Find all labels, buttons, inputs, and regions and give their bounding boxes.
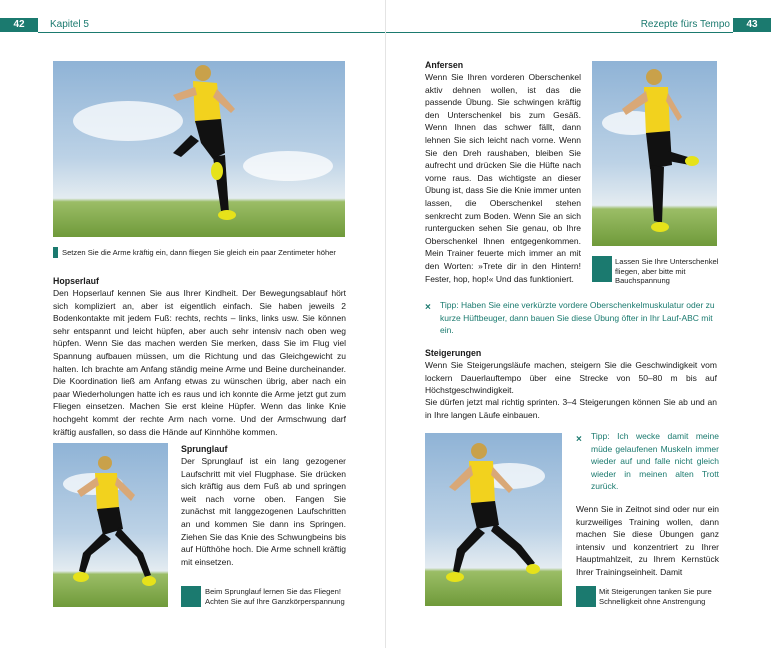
runner-figure: [53, 61, 345, 237]
runner-figure: [425, 433, 562, 606]
caption-marker-top-right: [592, 256, 612, 282]
caption-marker-top-left: [53, 247, 58, 258]
body-sprunglauf: Der Sprunglauf ist ein lang gezogener Laufschritt mit viel Flugphase. Sie drücken sich kräftig aus dem Fuß ab und springen weit nach vorne oben. Fangen Sie zunächst mit langgezogenen Laufschritten an und kommen Sie dann ins Springen. Ziehen Sie das Knie des Schwungbeins bis auf Hüfthöhe hoch. Die Arme schnell kräftig mit einsetzen.: [181, 456, 346, 567]
section-title: Rezepte fürs Tempo: [640, 19, 730, 30]
heading-anfersen: Anfersen: [425, 60, 464, 70]
chapter-title: Kapitel 5: [50, 19, 89, 30]
body-zeitnot: Wenn Sie in Zeitnot sind oder nur ein kurzweiliges Training wollen, dann machen Sie diese Übungen ganz intensiv und konzentriert zu Ihrer Hauptmahlzeit, zu Ihrem Kernstück Ihrer Trainingseinheit. Damit: [576, 504, 719, 577]
x-icon: ×: [425, 302, 431, 313]
page-number-right: 43: [733, 18, 771, 32]
tip-muskeln: Tipp: Ich wecke damit meine müde gelaufenen Muskeln immer wieder auf und falle nicht gleich wieder in meinen alten Trott zurück.: [591, 431, 719, 492]
caption-marker-bottom-left: [181, 586, 201, 607]
heading-hopserlauf: Hopserlauf: [53, 276, 99, 286]
heading-sprunglauf: Sprunglauf: [181, 444, 228, 454]
page-fold: [385, 0, 386, 648]
runner-figure: [592, 61, 717, 246]
caption-bottom-right: Mit Steigerungen tanken Sie pure Schnelligkeit ohne Anstrengung: [599, 587, 712, 606]
body-steigerungen-2: Sie dürfen jetzt mal richtig sprinten. 3–4 Steigerungen können Sie ab und an in Ihre langen Läufe einbauen.: [425, 397, 717, 420]
body-hopserlauf: Den Hopserlauf kennen Sie aus Ihrer Kindheit. Der Bewegungsablauf hört sich kompliziert an, aber ist eigentlich einfach. Sie haben jeweils 2 Bodenkontakte mit jedem Fuß: rechts, rechts – links, links usw. Sie können sehr entspannt und leicht hüpfen, aber auch sehr intensiv nach oben weg hüpfen. Wenn Sie das machen werden Sie merken, dass Sie im Flug viel Spannung aufbauen müssen, um die Richtung und das Gleichgewicht zu halten. Ich brachte am Anfang ständig meine Arme und Beine durcheinander. Die Koordination ließ am Anfang etwas zu wünschen übrig, aber nach ein paar Wiederholungen hatte ich es raus und ich konnte die Arme jetzt gut zum Fliegen einsetzen. Machen Sie erst kleine Hüpfer. Wenn das linke Knie hochgeht kommt der rechte Arm nach vorne. Und der Armschwung darf kräftig ausfallen, so dass die Hände auf Kinnhöhe kommen.: [53, 288, 346, 437]
caption-top-left: Setzen Sie die Arme kräftig ein, dann fliegen Sie gleich ein paar Zentimeter höher: [62, 248, 336, 257]
header-rule-left: [38, 32, 385, 33]
page-number-left: 42: [0, 18, 38, 32]
photo-steigerungen: [425, 433, 562, 606]
photo-anfersen: [592, 61, 717, 246]
heading-steigerungen: Steigerungen: [425, 348, 482, 358]
body-anfersen: Wenn Sie Ihren vorderen Oberschenkel aktiv dehnen wollen, ist das die passende Übung. Sie schwingen kräftig den Unterschenkel bis zum Gesäß. Wenn Ihnen das schwer fällt, dann lehnen Sie sich leicht nach vorne. Wenn Sie den Dreh raushaben, bleiben Sie aufrecht und drücken Sie die Hüfte nach vorne raus. Das wichtigste an dieser Übung ist, dass Sie die Knie immer unten lassen, die Oberschenkel stehen senkrecht zum Boden. Wenn Sie an sich runtergucken sehen Sie genau, ob Ihre Oberschenkel Ihnen entgegenkommen. Mein Trainer feuerte mich immer an mit den Worten: »Trete dir in den Hintern! Fester, hop, hop!« Und das funktioniert.: [425, 72, 581, 284]
x-icon: ×: [576, 434, 582, 445]
caption-marker-bottom-right: [576, 586, 596, 607]
tip-hueftbeuger: Tipp: Haben Sie eine verkürzte vordere Oberschenkelmuskulatur oder zu kurze Hüftbeuger, dann bauen Sie diese Übung öfter in Ihr Lauf-ABC mit ein.: [440, 300, 715, 336]
caption-top-right: Lassen Sie Ihre Unterschenkel fliegen, aber bitte mit Bauchspannung: [615, 257, 719, 286]
photo-sprunglauf: [53, 443, 168, 607]
header-rule-right: [386, 32, 733, 33]
runner-figure: [53, 443, 168, 607]
body-steigerungen-1: Wenn Sie Steigerungsläufe machen, steigern Sie die Geschwindigkeit vom lockern Dauerlauftempo über eine Strecke von 50–80 m bis auf Höchstgeschwindigkeit.: [425, 360, 717, 396]
caption-bottom-left: Beim Sprunglauf lernen Sie das Fliegen! Achten Sie auf Ihre Ganzkörperspannung: [205, 587, 345, 606]
photo-running-arms: [53, 61, 345, 237]
